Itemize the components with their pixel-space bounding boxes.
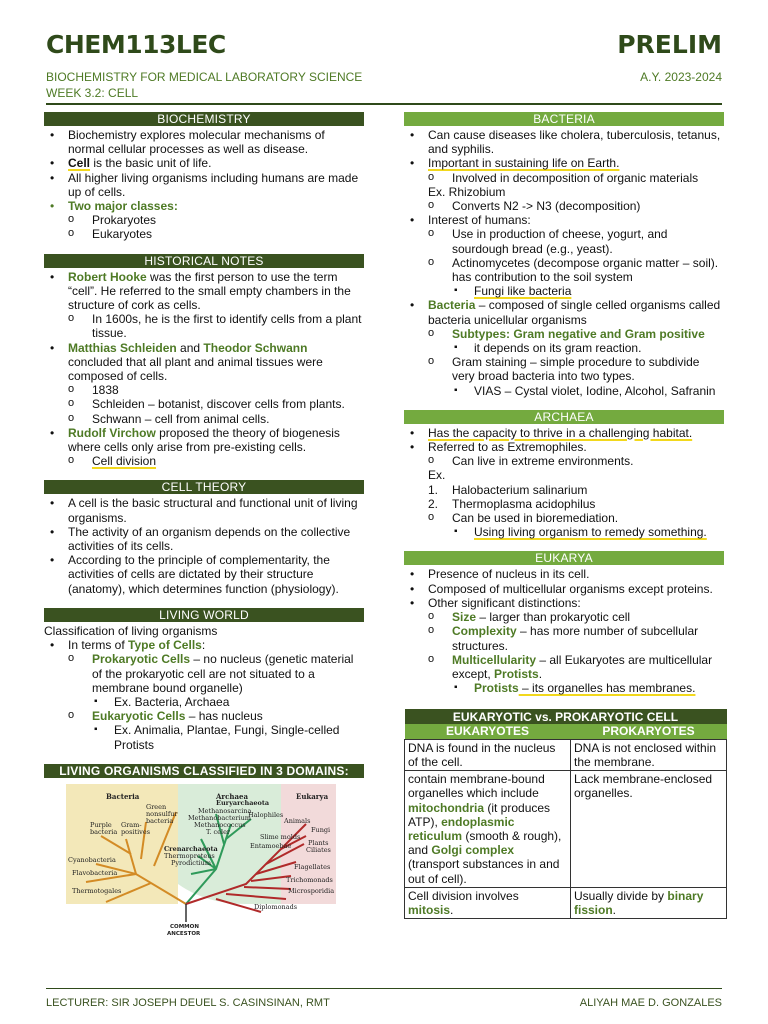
historical-list — [44, 270, 364, 469]
list-item: o Eukaryotes — [44, 227, 364, 241]
lecturer-name: LECTURER: SIR JOSEPH DEUEL S. CASINSINAN, RMT — [46, 997, 330, 1009]
list-item: o Eukaryotic Cells – has nucleus — [44, 709, 364, 723]
tree-label: Animals — [284, 816, 311, 825]
list-item: o Actinomycetes (decompose organic matter – soil). has contribution to the soil system — [404, 256, 724, 284]
list-item: • Composed of multicellular organisms except proteins. — [404, 582, 724, 596]
left-column — [44, 112, 364, 939]
cell-theory-list — [44, 496, 364, 595]
biochemistry-list — [44, 128, 364, 242]
tree-label: Microsporidia — [288, 886, 335, 895]
list-item: o Prokaryotic Cells – no nucleus (genetic material of the prokaryotic cell are not situated to a membrane bound organelle) — [44, 652, 364, 695]
tree-label-eukarya: Eukarya — [296, 791, 329, 801]
footer-divider — [46, 988, 722, 989]
list-item: • The activity of an organism depends on the collective activities of its cells. — [44, 525, 364, 553]
list-item: o Multicellularity – all Eukaryotes are multicellular except, Protists. — [404, 653, 724, 681]
tree-label: Methanococcus — [194, 820, 246, 829]
tree-label: Entamoebae — [250, 841, 292, 850]
list-item: ▪ it depends on its gram reaction. — [404, 341, 724, 355]
tree-label: Cyanobacteria — [68, 855, 116, 864]
list-item: • Has the capacity to thrive in a challenging habitat. — [404, 426, 724, 440]
tree-label: Plants — [308, 838, 329, 847]
tree-label: Green nonsulfur bacteria — [146, 802, 178, 825]
list-item: • Matthias Schleiden and Theodor Schwann concluded that all plant and animal tissues were composed of cells. — [44, 341, 364, 384]
table-row — [405, 739, 727, 770]
section-domains-header: LIVING ORGANISMS CLASSIFIED IN 3 DOMAINS: — [44, 764, 364, 778]
section-biochemistry-header: BIOCHEMISTRY — [44, 112, 364, 126]
list-item: • Presence of nucleus in its cell. — [404, 567, 724, 581]
table-row — [405, 771, 727, 888]
list-item: • According to the principle of complementarity, the activities of cells are dictated by their structure (anatomy), which determines function (physiology). — [44, 553, 364, 596]
tree-label: Slime molds — [260, 832, 301, 841]
table-cell: Lack membrane-enclosed organelles. — [571, 771, 727, 888]
list-item: o Size – larger than prokaryotic cell — [404, 610, 724, 624]
table-row — [405, 887, 727, 918]
course-title: BIOCHEMISTRY FOR MEDICAL LABORATORY SCIENCE — [46, 70, 363, 84]
list-item: o Use in production of cheese, yogurt, and sourdough bread (e.g., yeast). — [404, 227, 724, 255]
list-item: 2. Thermoplasma acidophilus — [428, 496, 596, 511]
archaea-list — [404, 426, 724, 540]
table-cell: Usually divide by binary fission. — [571, 887, 727, 918]
header-divider — [46, 103, 722, 105]
list-item: o Involved in decomposition of organic materials — [404, 171, 724, 185]
list-item: o Schwann – cell from animal cells. — [44, 412, 364, 426]
tree-label-ancestor: ANCESTOR — [167, 930, 201, 937]
section-eukarya-header: EUKARYA — [404, 551, 724, 565]
tree-label: Methanosarcina — [198, 806, 252, 815]
tree-label-archaea: Archaea — [216, 791, 248, 801]
tree-label: Gram-positives — [121, 820, 151, 836]
tree-label: Flavobacteria — [72, 868, 118, 877]
list-item: o Gram staining – simple procedure to subdivide very broad bacteria into two types. — [404, 355, 724, 383]
tree-label: Fungi — [311, 825, 331, 834]
tree-label: Pyrodictium — [171, 858, 211, 867]
list-item: ▪ Ex. Animalia, Plantae, Fungi, Single-celled Protists — [44, 723, 364, 751]
tree-label: Euryarchaeota — [216, 798, 270, 807]
list-item: ▪ Fungi like bacteria — [404, 284, 724, 298]
tree-label: Thermoproteus — [164, 851, 215, 860]
list-item: o Cell division — [44, 454, 364, 468]
comparison-table — [404, 709, 727, 919]
tree-label: Purple bacteria — [90, 820, 118, 836]
list-item: • Rudolf Virchow proposed the theory of biogenesis where cells only arise from pre-existing cells. — [44, 426, 364, 454]
tree-label: Ciliates — [306, 845, 331, 854]
tree-label: Flagellates — [294, 862, 331, 871]
academic-year: A.Y. 2023-2024 — [640, 70, 722, 84]
phylogenetic-tree — [66, 784, 336, 939]
list-item: • Two major classes: — [44, 199, 364, 213]
list-item: Ex. Rhizobium — [428, 184, 506, 199]
column-header-prokaryotes: PROKARYOTES — [571, 724, 727, 739]
list-item: o Prokaryotes — [44, 213, 364, 227]
tree-label: Diplomonads — [254, 902, 298, 911]
section-historical-header: HISTORICAL NOTES — [44, 254, 364, 268]
table-cell: Cell division involves mitosis. — [405, 887, 571, 918]
column-header-eukaryotes: EUKARYOTES — [405, 724, 571, 739]
list-item: o Can be used in bioremediation. — [404, 511, 724, 525]
course-code: CHEM113LEC — [46, 30, 226, 59]
list-item: ▪ Ex. Bacteria, Archaea — [44, 695, 364, 709]
comparison-table-title: EUKARYOTIC vs. PROKARYOTIC CELL — [405, 709, 727, 724]
list-item: • A cell is the basic structural and functional unit of living organisms. — [44, 496, 364, 524]
section-cell-theory-header: CELL THEORY — [44, 480, 364, 494]
list-item: ▪ VIAS – Cystal violet, Iodine, Alcohol, Safranin — [404, 384, 724, 398]
list-item: ▪ Protists – its organelles has membranes. — [404, 681, 724, 695]
section-living-world-header: LIVING WORLD — [44, 608, 364, 622]
tree-label: Halophiles — [248, 810, 284, 819]
right-column — [404, 112, 724, 919]
tree-label: Thermotogales — [72, 886, 122, 895]
list-item: ▪ Using living organism to remedy something. — [404, 525, 724, 539]
table-cell: DNA is not enclosed within the membrane. — [571, 739, 727, 770]
tree-label: T. celer — [206, 827, 231, 836]
list-item: • Biochemistry explores molecular mechanisms of normal cellular processes as well as disease. — [44, 128, 364, 156]
tree-label: Crenarchaeota — [164, 844, 218, 853]
tree-label-common: COMMON — [170, 923, 199, 930]
exam-period: PRELIM — [617, 30, 722, 59]
table-cell: DNA is found in the nucleus of the cell. — [405, 739, 571, 770]
section-bacteria-header: BACTERIA — [404, 112, 724, 126]
list-item: Classification of living organisms — [44, 623, 218, 638]
list-item: o Complexity – has more number of subcellular structures. — [404, 624, 724, 652]
list-item: o In 1600s, he is the first to identify cells from a plant tissue. — [44, 312, 364, 340]
list-item: o Can live in extreme environments. — [404, 454, 724, 468]
list-item: • Bacteria – composed of single celled organisms called bacteria unicellular organisms — [404, 298, 724, 326]
list-item: Ex. — [428, 468, 446, 483]
section-archaea-header: ARCHAEA — [404, 410, 724, 424]
author-name: ALIYAH MAE D. GONZALES — [579, 997, 722, 1009]
list-item: • Interest of humans: — [404, 213, 724, 227]
list-item: • Referred to as Extremophiles. — [404, 440, 724, 454]
list-item: o Converts N2 -> N3 (decomposition) — [404, 199, 724, 213]
table-cell: contain membrane-bound organelles which include mitochondria (it produces ATP), endoplasmic reticulum (smooth & rough), and Golgi complex (transport substances in and out of cell). — [405, 771, 571, 888]
tree-label: Methanobacterium — [188, 813, 251, 822]
list-item: • Important in sustaining life on Earth. — [404, 156, 724, 170]
week-topic: WEEK 3.2: CELL — [46, 86, 139, 100]
list-item: • Other significant distinctions: — [404, 596, 724, 610]
list-item: • In terms of Type of Cells: — [44, 638, 364, 652]
list-item: • Robert Hooke was the first person to use the term “cell”. He referred to the small empty chambers in the structure of cork as cells. — [44, 270, 364, 313]
tree-label: Trichomonads — [286, 875, 333, 884]
list-item: o Subtypes: Gram negative and Gram positive — [404, 327, 724, 341]
list-item: 1. Halobacterium salinarium — [428, 482, 588, 497]
list-item: • All higher living organisms including humans are made up of cells. — [44, 171, 364, 199]
list-item: • Can cause diseases like cholera, tuberculosis, tetanus, and syphilis. — [404, 128, 724, 156]
living-world-list — [44, 624, 364, 752]
list-item: o 1838 — [44, 383, 364, 397]
list-item: • Cell is the basic unit of life. — [44, 156, 364, 170]
list-item: o Schleiden – botanist, discover cells from plants. — [44, 397, 364, 411]
eukarya-list — [404, 567, 724, 695]
tree-label-bacteria: Bacteria — [106, 791, 140, 801]
bacteria-list — [404, 128, 724, 398]
